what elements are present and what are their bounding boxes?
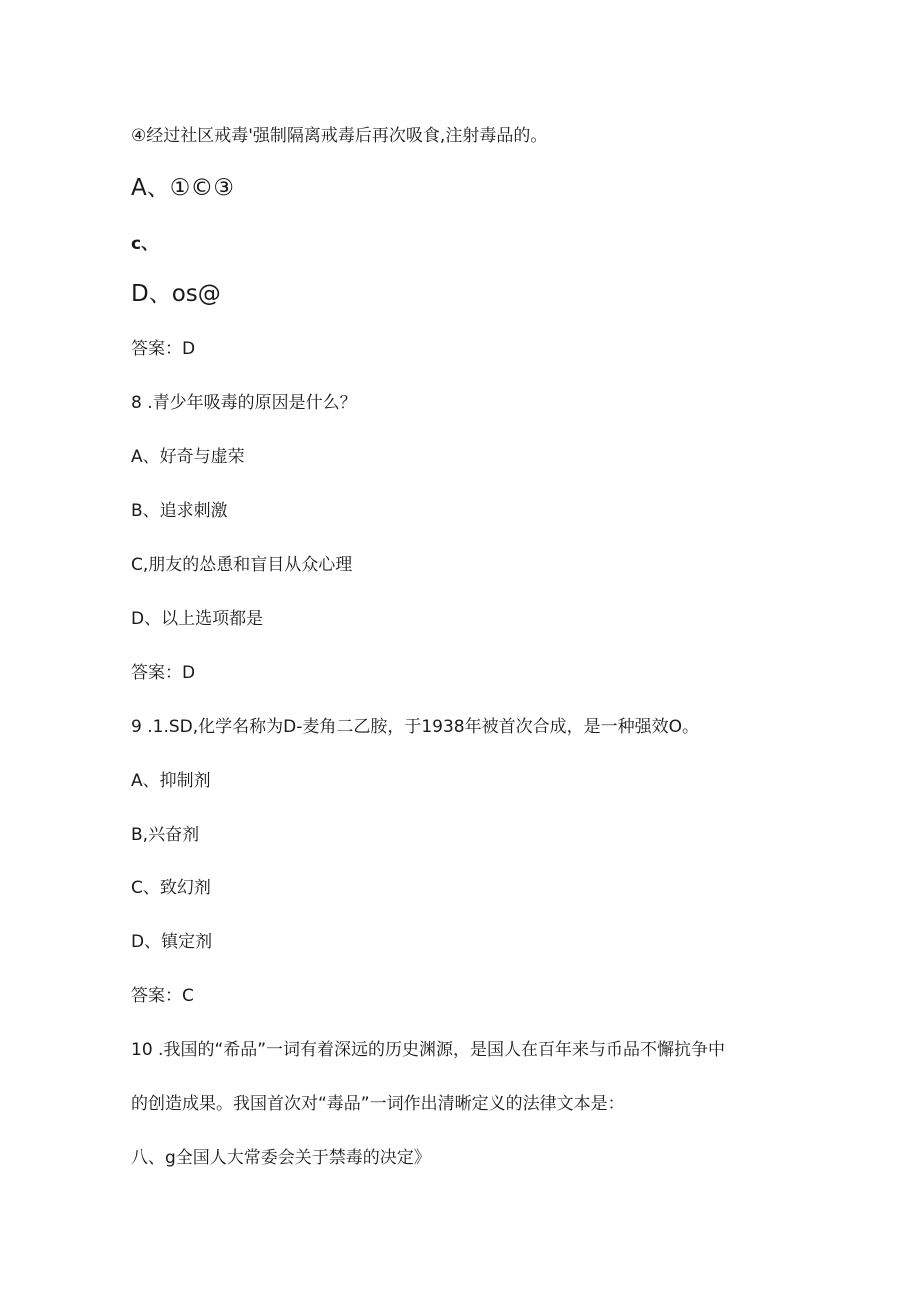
- question-8-answer: 答案：D: [131, 663, 196, 683]
- question-9-answer: 答案：C: [131, 986, 194, 1006]
- item-7-answer: 答案：D: [131, 339, 196, 359]
- question-8-option-d: D、以上选项都是: [131, 609, 264, 629]
- question-9-option-a: A、抑制剂: [131, 771, 211, 791]
- question-9-option-d: D、镇定剂: [131, 932, 213, 952]
- question-8: 8 .青少年吸毒的原因是什么？: [131, 393, 357, 413]
- question-9: 9 .1.SD,化学名称为D-麦角二乙胺，于1938年被首次合成，是一种强效O。: [131, 717, 699, 737]
- question-10-line-1: 10 .我国的“希品”一词有着深远的历史渊源，是国人在百年来与币品不懈抗争中: [131, 1040, 726, 1060]
- question-10-option-a: 八、g全国人大常委会关于禁毒的决定》: [131, 1148, 431, 1168]
- item-7-option-c: c、: [131, 234, 159, 254]
- item-7-option-4: ④经过社区戒毒'强制隔离戒毒后再次吸食,注射毒品的。: [131, 126, 548, 146]
- question-9-option-c: C、致幻剂: [131, 878, 211, 898]
- question-10-line-2: 的创造成果。我国首次对“毒品”一词作出清晰定义的法律文本是：: [131, 1094, 625, 1114]
- question-8-option-c: C,朋友的怂恿和盲目从众心理: [131, 555, 353, 575]
- question-9-option-b: B,兴奋剂: [131, 825, 200, 845]
- item-7-option-a: A、①©③: [131, 175, 234, 201]
- question-8-option-b: B、追求刺激: [131, 501, 228, 521]
- item-7-option-d: D、os@: [131, 281, 221, 307]
- question-8-option-a: A、好奇与虚荣: [131, 447, 245, 467]
